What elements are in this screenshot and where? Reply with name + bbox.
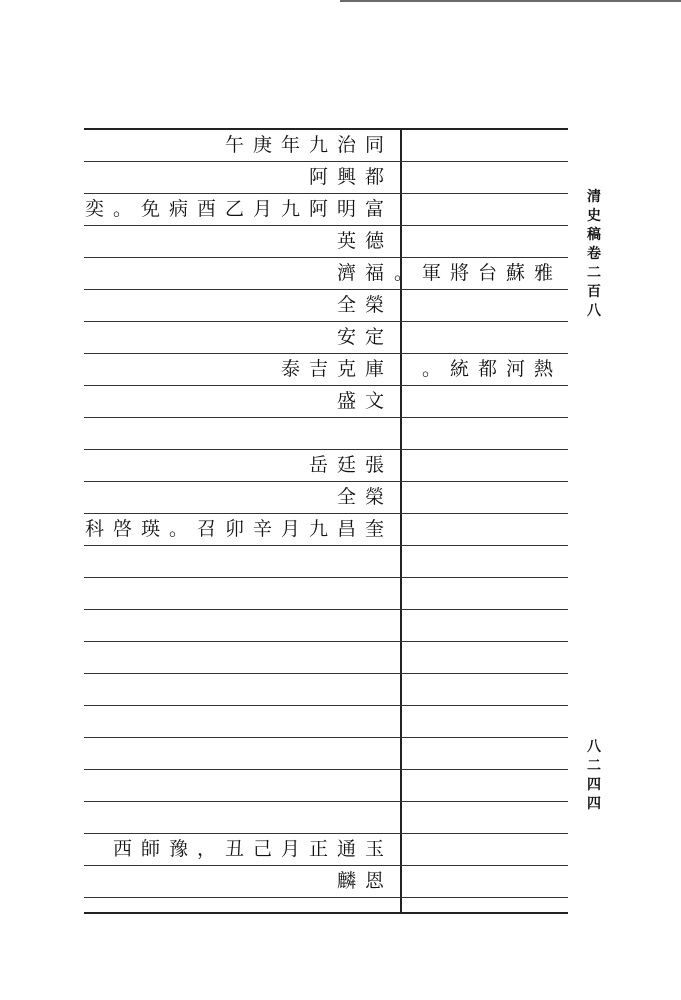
official-name-cell [84, 674, 396, 705]
post-title-cell [404, 162, 568, 193]
official-name-cell [84, 834, 396, 865]
post-title-cell [404, 578, 568, 609]
official-name-text: 富明阿九月乙酉病免。奕 [84, 198, 393, 220]
official-name-text: 福濟 [336, 262, 393, 284]
official-name-text: 張廷岳 [308, 454, 393, 476]
table-frame [84, 128, 568, 914]
page-number: 八二四四 [587, 739, 601, 812]
post-title-cell [404, 802, 568, 833]
table-row [84, 514, 568, 546]
table-row [84, 578, 568, 610]
table-row [84, 290, 568, 322]
official-name-cell [84, 130, 396, 161]
official-name-cell [84, 866, 396, 897]
official-name-text: 都興阿 [308, 166, 393, 188]
post-title-cell [404, 610, 568, 641]
official-name-cell [84, 546, 396, 577]
post-title-cell [404, 642, 568, 673]
top-edge-line [340, 0, 681, 2]
official-name-cell [84, 482, 396, 513]
post-title-cell [404, 418, 568, 449]
table-row [84, 610, 568, 642]
official-name-cell [84, 770, 396, 801]
table-row [84, 674, 568, 706]
table-row [84, 546, 568, 578]
post-title-cell [404, 706, 568, 737]
post-title-cell [404, 386, 568, 417]
official-name-text: 玉通正月己丑，豫師西 [112, 838, 393, 860]
post-title-cell [404, 130, 568, 161]
post-title-text: 熱河都統。 [421, 358, 562, 380]
official-name-text: 德英 [336, 230, 393, 252]
post-title-cell [404, 482, 568, 513]
official-name-cell [84, 514, 396, 545]
margin-title: 清史稿卷二百八 [587, 189, 601, 319]
official-name-cell [84, 354, 396, 385]
table-row [84, 322, 568, 354]
post-title-text: 雅蘇台將軍。 [393, 262, 562, 284]
official-name-text: 庫克吉泰 [280, 358, 393, 380]
official-name-cell [84, 610, 396, 641]
post-title-cell [404, 322, 568, 353]
table-row [84, 418, 568, 450]
post-title-cell [404, 290, 568, 321]
table-row [84, 130, 568, 162]
official-name-cell [84, 162, 396, 193]
official-name-text: 文盛 [336, 390, 393, 412]
post-title-cell [404, 738, 568, 769]
table-row [84, 866, 568, 898]
official-name-text: 榮全 [336, 486, 393, 508]
official-name-text: 榮全 [336, 294, 393, 316]
post-title-cell [404, 514, 568, 545]
table-row [84, 642, 568, 674]
table-row [84, 258, 568, 290]
official-name-cell [84, 578, 396, 609]
post-title-cell [404, 194, 568, 225]
official-name-cell [84, 418, 396, 449]
table-row [84, 354, 568, 386]
table-row [84, 482, 568, 514]
post-title-cell [404, 546, 568, 577]
table-row [84, 802, 568, 834]
post-title-cell [404, 226, 568, 257]
post-title-cell [393, 258, 568, 289]
post-title-cell [404, 354, 568, 385]
table-row [84, 450, 568, 482]
table-row [84, 834, 568, 866]
table-row [84, 706, 568, 738]
table-row [84, 226, 568, 258]
official-name-text: 恩麟 [336, 870, 393, 892]
table-row [84, 386, 568, 418]
table-row [84, 194, 568, 226]
table-row [84, 738, 568, 770]
official-name-cell [84, 802, 396, 833]
official-name-cell [84, 642, 396, 673]
post-title-cell [404, 770, 568, 801]
table-row [84, 770, 568, 802]
table-rows [84, 130, 568, 898]
official-name-cell [84, 450, 396, 481]
official-name-cell [84, 258, 396, 289]
official-name-cell [84, 738, 396, 769]
official-name-cell [84, 194, 396, 225]
official-name-text: 奎昌九月辛卯召。瑛啓科 [84, 518, 393, 540]
official-name-cell [84, 322, 396, 353]
post-title-cell [404, 674, 568, 705]
official-name-text: 定安 [336, 326, 393, 348]
official-name-cell [84, 706, 396, 737]
post-title-cell [404, 834, 568, 865]
official-name-text: 同治九年庚午 [224, 134, 393, 156]
post-title-cell [404, 866, 568, 897]
table-bottom-rule [84, 912, 568, 914]
table-row [84, 162, 568, 194]
official-name-cell [84, 290, 396, 321]
official-name-cell [84, 226, 396, 257]
official-name-cell [84, 386, 396, 417]
post-title-cell [404, 450, 568, 481]
